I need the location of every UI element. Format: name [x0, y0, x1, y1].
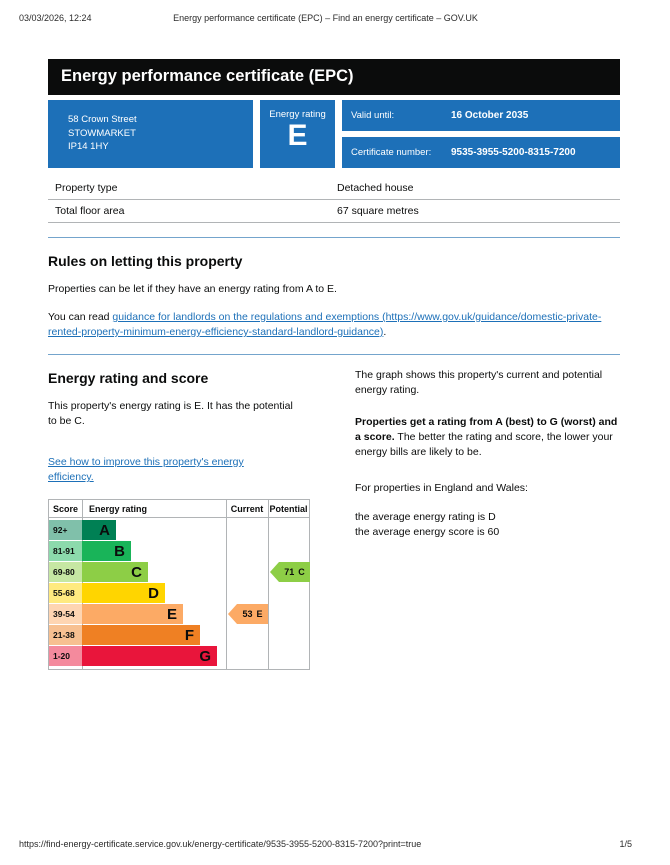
- epc-rating-chart: [48, 499, 310, 670]
- valid-until-value: 16 October 2035: [451, 110, 529, 121]
- epc-band-row: [49, 625, 309, 645]
- current-letter: E: [256, 609, 263, 619]
- valid-until-row: [342, 100, 620, 131]
- energy-rating-cell: [260, 100, 335, 168]
- epc-band-row: [49, 604, 309, 624]
- band-g: G: [82, 646, 217, 666]
- page-indicator: 1/5: [619, 839, 632, 849]
- band-score-range: 39-54: [49, 604, 82, 624]
- property-type-label: Property type: [55, 182, 118, 194]
- rating-explanation-bold: Properties get a rating from A (best) to G (worst) and a score.: [355, 416, 618, 443]
- band-d: D: [82, 583, 165, 603]
- potential-letter: C: [298, 567, 305, 577]
- rules-heading: Rules on letting this property: [48, 253, 243, 269]
- rules-paragraph: Properties can be let if they have an energy rating from A to E.: [48, 283, 337, 295]
- print-footer: [19, 839, 632, 849]
- link-prefix: You can read: [48, 311, 113, 323]
- epc-band-row: [49, 520, 309, 540]
- potential-rating-arrow: [279, 562, 310, 582]
- improve-efficiency-link[interactable]: See how to improve this property's energy efficiency.: [48, 456, 244, 483]
- table-row: [48, 200, 620, 223]
- chart-header-energy-rating: Energy rating: [89, 504, 148, 514]
- floor-area-label: Total floor area: [55, 205, 125, 217]
- print-doc-title: Energy performance certificate (EPC) – Find an energy certificate – GOV.UK: [173, 13, 478, 23]
- band-c: C: [82, 562, 148, 582]
- chart-header-score: Score: [52, 504, 78, 514]
- link-suffix: .: [383, 326, 387, 338]
- england-wales-intro: For properties in England and Wales:: [355, 482, 528, 494]
- footer-url: https://find-energy-certificate.service.gov.uk/energy-certificate/9535-3955-5200-8315-7200?print=true: [19, 839, 422, 849]
- band-a: A: [82, 520, 116, 540]
- chart-header-potential: Potential: [269, 504, 308, 514]
- current-score: 53: [242, 609, 253, 619]
- rating-summary-paragraph: This property's energy rating is E. It has the potential to be C.: [48, 400, 293, 427]
- potential-score: 71: [284, 567, 295, 577]
- page-title: Energy performance certificate (EPC): [61, 67, 354, 85]
- rating-explanation-rest: The better the rating and score, the lower your energy bills are likely to be.: [355, 431, 613, 458]
- address-line-2: STOWMARKET: [68, 127, 136, 139]
- rules-link-paragraph: [48, 310, 620, 340]
- print-header: [19, 13, 632, 23]
- average-score-line: the average energy score is 60: [355, 526, 500, 538]
- page-title-banner: [48, 59, 620, 95]
- certificate-meta: [342, 100, 620, 168]
- certificate-number-value: 9535-3955-5200-8315-7200: [451, 147, 576, 158]
- floor-area-value: 67 square metres: [337, 205, 419, 217]
- property-details-table: [48, 177, 620, 223]
- band-f: F: [82, 625, 200, 645]
- epc-band-row: [49, 583, 309, 603]
- chart-body: [49, 518, 309, 669]
- band-score-range: 69-80: [49, 562, 82, 582]
- rating-heading: Energy rating and score: [48, 370, 209, 386]
- landlord-guidance-link[interactable]: guidance for landlords on the regulations and exemptions (https://www.gov.uk/guidance/domestic-private-rented-property-minimum-energy-efficiency-standard-landlord-guidance): [48, 311, 602, 338]
- certificate-page: [48, 59, 620, 670]
- average-rating-line: the average energy rating is D: [355, 511, 496, 523]
- rating-and-score-section: [48, 355, 620, 670]
- band-score-range: 81-91: [49, 541, 82, 561]
- band-b: B: [82, 541, 131, 561]
- address-line-3: IP14 1HY: [68, 141, 109, 152]
- rating-column-left: [48, 355, 325, 670]
- print-datetime: 03/03/2026, 12:24: [19, 13, 92, 23]
- energy-rating-value: E: [287, 119, 308, 152]
- property-type-value: Detached house: [337, 182, 414, 194]
- certificate-number-label: Certificate number:: [351, 147, 432, 158]
- property-address: [48, 100, 253, 168]
- energy-rating-label: Energy rating: [269, 109, 326, 120]
- graph-description: The graph shows this property's current and potential energy rating.: [355, 369, 603, 396]
- epc-band-row: [49, 646, 309, 666]
- address-line-1: 58 Crown Street: [68, 114, 137, 125]
- certificate-summary-panel: [48, 100, 620, 168]
- chart-header-current: Current: [230, 504, 264, 514]
- chart-header-row: [49, 500, 309, 518]
- averages-block: [355, 510, 620, 540]
- band-e: E: [82, 604, 183, 624]
- band-score-range: 92+: [49, 520, 82, 540]
- rating-column-right: [355, 355, 620, 670]
- table-row: [48, 177, 620, 200]
- current-rating-arrow: [237, 604, 268, 624]
- band-score-range: 21-38: [49, 625, 82, 645]
- band-score-range: 55-68: [49, 583, 82, 603]
- section-divider: [48, 237, 620, 238]
- rating-explanation: [355, 415, 620, 460]
- band-score-range: 1-20: [49, 646, 82, 666]
- epc-band-row: [49, 541, 309, 561]
- certificate-number-row: [342, 137, 620, 168]
- valid-until-label: Valid until:: [351, 110, 395, 121]
